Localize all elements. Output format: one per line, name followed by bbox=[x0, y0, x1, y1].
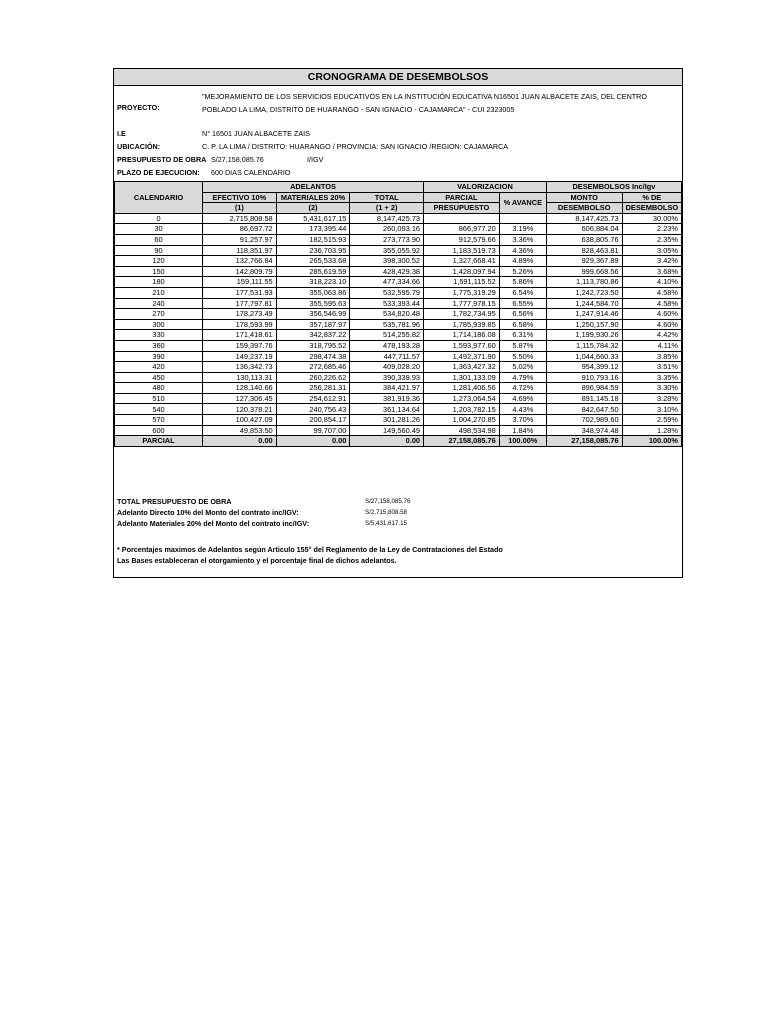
table-row bbox=[115, 393, 682, 404]
table-cell: 6.31% bbox=[499, 330, 546, 341]
table-cell: 128,140.66 bbox=[203, 383, 277, 394]
table-cell: 3.28% bbox=[622, 393, 681, 404]
table-cell: 896,984.59 bbox=[546, 383, 622, 394]
table-cell: 86,697.72 bbox=[203, 224, 277, 235]
ubicacion-value: C. P. LA LIMA / DISTRITO: HUARANGO / PROVINCIA: SAN IGNACIO /REGION: CAJAMARCA bbox=[202, 142, 509, 151]
table-cell: 2.35% bbox=[622, 234, 681, 245]
table-cell: 447,711.57 bbox=[350, 351, 424, 362]
table-cell: 866,977.20 bbox=[424, 224, 500, 235]
note-line: Las Bases estableceran el otorgamiento y el porcentaje final de dichos adelantos. bbox=[117, 556, 397, 565]
table-cell: 49,853.50 bbox=[203, 425, 277, 436]
table-cell: 265,533.68 bbox=[276, 256, 350, 267]
table-cell: 1,199,930.26 bbox=[546, 330, 622, 341]
schedule-table bbox=[114, 181, 682, 447]
header-adelantos: ADELANTOS bbox=[203, 182, 424, 193]
table-cell: 600 bbox=[115, 425, 203, 436]
table-cell: 477,334.66 bbox=[350, 277, 424, 288]
table-cell: 3.30% bbox=[622, 383, 681, 394]
table-cell: 356,546.99 bbox=[276, 309, 350, 320]
table-row bbox=[115, 330, 682, 341]
table-cell: 180 bbox=[115, 277, 203, 288]
table-cell: 4.10% bbox=[622, 277, 681, 288]
table-cell: 4.72% bbox=[499, 383, 546, 394]
table-cell: 3.85% bbox=[622, 351, 681, 362]
total-value: S/27,158,085.76 bbox=[365, 498, 411, 505]
table-cell: 480 bbox=[115, 383, 203, 394]
header-monto-sub: DESEMBOLSO bbox=[546, 203, 622, 214]
header-total: TOTAL bbox=[350, 192, 424, 203]
table-cell: 1.84% bbox=[499, 425, 546, 436]
table-cell: 1,363,427.32 bbox=[424, 362, 500, 373]
table-cell: 60 bbox=[115, 234, 203, 245]
table-row bbox=[115, 245, 682, 256]
table-row bbox=[115, 224, 682, 235]
table-row bbox=[115, 404, 682, 415]
table-row bbox=[115, 319, 682, 330]
table-cell: 100.00% bbox=[622, 436, 681, 447]
table-cell: 498,534.98 bbox=[424, 425, 500, 436]
table-cell: 272,685.46 bbox=[276, 362, 350, 373]
table-cell: 606,884.04 bbox=[546, 224, 622, 235]
table-cell: 357,187.97 bbox=[276, 319, 350, 330]
table-cell: 171,418.61 bbox=[203, 330, 277, 341]
table-cell: 4.58% bbox=[622, 287, 681, 298]
table-cell: 1,593,977.60 bbox=[424, 340, 500, 351]
table-cell: 159,111.55 bbox=[203, 277, 277, 288]
table-cell: 409,028.20 bbox=[350, 362, 424, 373]
total-row bbox=[117, 496, 677, 507]
table-row bbox=[115, 234, 682, 245]
notes-block bbox=[117, 544, 677, 566]
table-cell: 638,805.76 bbox=[546, 234, 622, 245]
table-cell: 120 bbox=[115, 256, 203, 267]
total-label: Adelanto Materiales 20% del Monto del contrato inc/IGV: bbox=[117, 519, 310, 528]
table-cell: 1,250,157.90 bbox=[546, 319, 622, 330]
table-cell: 1,247,914.46 bbox=[546, 309, 622, 320]
table-cell: 173,395.44 bbox=[276, 224, 350, 235]
table-cell: 3.10% bbox=[622, 404, 681, 415]
table-cell: 5,431,617.15 bbox=[276, 213, 350, 224]
table-row bbox=[115, 415, 682, 426]
table-cell: 90 bbox=[115, 245, 203, 256]
table-row bbox=[115, 425, 682, 436]
presupuesto-label: PRESUPUESTO DE OBRA bbox=[117, 155, 207, 164]
table-cell: 3.36% bbox=[499, 234, 546, 245]
table-cell: 177,797.81 bbox=[203, 298, 277, 309]
table-cell: 300 bbox=[115, 319, 203, 330]
table-cell: 1,492,371.90 bbox=[424, 351, 500, 362]
table-cell: 1,782,734.95 bbox=[424, 309, 500, 320]
header-parcial-sub: PRESUPUESTO bbox=[424, 203, 500, 214]
table-cell: 428,429.38 bbox=[350, 266, 424, 277]
table-cell: 2.59% bbox=[622, 415, 681, 426]
plazo-value: 600 DIAS CALENDARIO bbox=[211, 168, 291, 177]
table-cell: 535,781.96 bbox=[350, 319, 424, 330]
ie-label: I.E bbox=[117, 129, 126, 138]
ie-value: N° 16501 JUAN ALBACETE ZAIS bbox=[202, 129, 310, 138]
table-cell: 3.42% bbox=[622, 256, 681, 267]
table-cell: 1,183,519.73 bbox=[424, 245, 500, 256]
table-cell: 534,820.48 bbox=[350, 309, 424, 320]
table-cell: 540 bbox=[115, 404, 203, 415]
table-cell: 4.60% bbox=[622, 309, 681, 320]
table-cell: 2.23% bbox=[622, 224, 681, 235]
table-cell: 1,242,723.50 bbox=[546, 287, 622, 298]
table-cell: 828,463.81 bbox=[546, 245, 622, 256]
table-cell: 30 bbox=[115, 224, 203, 235]
table-cell: 361,134.64 bbox=[350, 404, 424, 415]
table-cell: 910,793.16 bbox=[546, 372, 622, 383]
table-cell: 142,809.79 bbox=[203, 266, 277, 277]
header-efectivo-sub: (1) bbox=[203, 203, 277, 214]
presupuesto-value: S/27,158,085.76 bbox=[211, 155, 264, 164]
total-row bbox=[117, 518, 677, 529]
table-cell: 285,619.59 bbox=[276, 266, 350, 277]
table-cell: 182,515.93 bbox=[276, 234, 350, 245]
table-cell: 1,281,406.56 bbox=[424, 383, 500, 394]
table-cell: 236,703.95 bbox=[276, 245, 350, 256]
table-cell: 1,327,668.41 bbox=[424, 256, 500, 267]
table-cell: 8,147,425.73 bbox=[350, 213, 424, 224]
table-cell: 6.58% bbox=[499, 319, 546, 330]
note-line: * Porcentajes maximos de Adelantos según Articulo 155° del Reglamento de la Ley de Contrataciones del Estado bbox=[117, 545, 503, 554]
table-cell: 120,378.21 bbox=[203, 404, 277, 415]
table-cell: 150 bbox=[115, 266, 203, 277]
table-cell: 342,837.22 bbox=[276, 330, 350, 341]
table-cell: 390,339.93 bbox=[350, 372, 424, 383]
table-cell: 132,766.84 bbox=[203, 256, 277, 267]
table-cell: 3.51% bbox=[622, 362, 681, 373]
parcial-row bbox=[115, 436, 682, 447]
table-cell: 130,113.31 bbox=[203, 372, 277, 383]
table-cell: 355,063.86 bbox=[276, 287, 350, 298]
table-cell: 390 bbox=[115, 351, 203, 362]
table-cell: 929,367.89 bbox=[546, 256, 622, 267]
table-cell: 4.58% bbox=[622, 298, 681, 309]
proyecto-label: PROYECTO: bbox=[117, 103, 160, 112]
header-avance: % AVANCE bbox=[499, 192, 546, 213]
table-cell: 1,775,319.29 bbox=[424, 287, 500, 298]
header-materiales-sub: (2) bbox=[276, 203, 350, 214]
table-cell bbox=[499, 213, 546, 224]
table-cell: 30.00% bbox=[622, 213, 681, 224]
table-cell: 5.26% bbox=[499, 266, 546, 277]
table-cell bbox=[424, 213, 500, 224]
table-row bbox=[115, 351, 682, 362]
table-cell: 532,595.79 bbox=[350, 287, 424, 298]
table-cell: PARCIAL bbox=[115, 436, 203, 447]
table-cell: 99,707.00 bbox=[276, 425, 350, 436]
table-cell: 360 bbox=[115, 340, 203, 351]
table-cell: 842,647.50 bbox=[546, 404, 622, 415]
table-cell: 318,795.52 bbox=[276, 340, 350, 351]
table-cell: 3.35% bbox=[622, 372, 681, 383]
table-cell: 1,714,186.08 bbox=[424, 330, 500, 341]
table-cell: 4.89% bbox=[499, 256, 546, 267]
table-cell: 4.36% bbox=[499, 245, 546, 256]
header-desembolsos: DESEMBOLSOS Inc/Igv bbox=[546, 182, 681, 193]
table-cell: 149,237.19 bbox=[203, 351, 277, 362]
table-cell: 3.70% bbox=[499, 415, 546, 426]
table-cell: 178,593.99 bbox=[203, 319, 277, 330]
table-cell: 1,044,660.33 bbox=[546, 351, 622, 362]
table-cell: 4.11% bbox=[622, 340, 681, 351]
table-cell: 4.69% bbox=[499, 393, 546, 404]
total-label: Adelanto Directo 10% del Monto del contrato inc/IGV: bbox=[117, 508, 299, 517]
table-cell: 1,785,939.85 bbox=[424, 319, 500, 330]
total-label: TOTAL PRESUPUESTO DE OBRA bbox=[117, 497, 232, 506]
table-cell: 5.02% bbox=[499, 362, 546, 373]
table-cell: 118,351.97 bbox=[203, 245, 277, 256]
table-cell: 891,145.18 bbox=[546, 393, 622, 404]
table-cell: 3.68% bbox=[622, 266, 681, 277]
table-cell: 355,055.92 bbox=[350, 245, 424, 256]
table-cell: 1,203,782.15 bbox=[424, 404, 500, 415]
header-pct-sub: DESEMBOLSO bbox=[622, 203, 681, 214]
plazo-label: PLAZO DE EJECUCION: bbox=[117, 168, 200, 177]
table-cell: 1,244,584.70 bbox=[546, 298, 622, 309]
table-row bbox=[115, 256, 682, 267]
table-cell: 1,113,780.86 bbox=[546, 277, 622, 288]
table-cell: 999,668.56 bbox=[546, 266, 622, 277]
table-cell: 8,147,425.73 bbox=[546, 213, 622, 224]
table-cell: 3.05% bbox=[622, 245, 681, 256]
table-cell: 159,397.76 bbox=[203, 340, 277, 351]
table-cell: 1,273,064.54 bbox=[424, 393, 500, 404]
header-monto: MONTO bbox=[546, 192, 622, 203]
table-cell: 355,595.63 bbox=[276, 298, 350, 309]
table-cell: 178,273.49 bbox=[203, 309, 277, 320]
table-cell: 450 bbox=[115, 372, 203, 383]
sheet-title: CRONOGRAMA DE DESEMBOLSOS bbox=[114, 69, 682, 86]
table-cell: 0.00 bbox=[276, 436, 350, 447]
table-cell: 4.42% bbox=[622, 330, 681, 341]
table-cell: 6.56% bbox=[499, 309, 546, 320]
table-cell: 1,777,978.15 bbox=[424, 298, 500, 309]
table-cell: 5.87% bbox=[499, 340, 546, 351]
total-value: S/2,715,808.58 bbox=[365, 509, 407, 516]
table-cell: 0.00 bbox=[203, 436, 277, 447]
table-cell: 6.55% bbox=[499, 298, 546, 309]
table-row bbox=[115, 266, 682, 277]
table-cell: 570 bbox=[115, 415, 203, 426]
table-cell: 1,591,115.52 bbox=[424, 277, 500, 288]
table-row bbox=[115, 298, 682, 309]
table-cell: 1,004,270.85 bbox=[424, 415, 500, 426]
table-cell: 298,474.38 bbox=[276, 351, 350, 362]
table-cell: 4.60% bbox=[622, 319, 681, 330]
table-cell: 270 bbox=[115, 309, 203, 320]
proyecto-line-2: POBLADO LA LIMA, DISTRITO DE HUARANGO - SAN IGNACIO - CAJAMARCA" - CUI 2323005 bbox=[202, 105, 515, 114]
table-row bbox=[115, 287, 682, 298]
table-cell: 0.00 bbox=[350, 436, 424, 447]
table-row bbox=[115, 372, 682, 383]
header-valorizacion: VALORIZACION bbox=[424, 182, 547, 193]
table-cell: 240 bbox=[115, 298, 203, 309]
table-row bbox=[115, 340, 682, 351]
table-cell: 1.28% bbox=[622, 425, 681, 436]
table-row bbox=[115, 362, 682, 373]
table-row bbox=[115, 213, 682, 224]
header-efectivo: EFECTIVO 10% bbox=[203, 192, 277, 203]
table-cell: 348,974.48 bbox=[546, 425, 622, 436]
table-cell: 136,342.73 bbox=[203, 362, 277, 373]
table-cell: 177,531.93 bbox=[203, 287, 277, 298]
table-cell: 912,579.66 bbox=[424, 234, 500, 245]
table-cell: 260,226.62 bbox=[276, 372, 350, 383]
table-row bbox=[115, 309, 682, 320]
table-cell: 4.43% bbox=[499, 404, 546, 415]
table-cell: 6.54% bbox=[499, 287, 546, 298]
table-cell: 100.00% bbox=[499, 436, 546, 447]
header-calendario: CALENDARIO bbox=[115, 182, 203, 214]
table-cell: 514,255.82 bbox=[350, 330, 424, 341]
totals-block bbox=[117, 496, 677, 529]
table-cell: 27,158,085.76 bbox=[546, 436, 622, 447]
table-cell: 273,773.90 bbox=[350, 234, 424, 245]
table-cell: 256,281.31 bbox=[276, 383, 350, 394]
table-cell: 3.19% bbox=[499, 224, 546, 235]
table-cell: 0 bbox=[115, 213, 203, 224]
table-row bbox=[115, 383, 682, 394]
table-cell: 420 bbox=[115, 362, 203, 373]
total-row bbox=[117, 507, 677, 518]
proyecto-line-1: "MEJORAMIENTO DE LOS SERVICIOS EDUCATIVOS EN LA INSTITUCIÓN EDUCATIVA N16501 JUAN ALBACETE ZAIS, DEL CENTRO bbox=[202, 92, 647, 101]
table-cell: 1,428,097.94 bbox=[424, 266, 500, 277]
disbursement-schedule-sheet bbox=[113, 68, 683, 578]
table-cell: 210 bbox=[115, 287, 203, 298]
ubicacion-label: UBICACIÓN: bbox=[117, 142, 161, 151]
table-cell: 5.50% bbox=[499, 351, 546, 362]
table-cell: 2,715,808.58 bbox=[203, 213, 277, 224]
table-cell: 533,393.44 bbox=[350, 298, 424, 309]
header-parcial: PARCIAL bbox=[424, 192, 500, 203]
table-cell: 1,301,133.09 bbox=[424, 372, 500, 383]
presupuesto-igv: I/IGV bbox=[307, 155, 324, 164]
table-cell: 200,854.17 bbox=[276, 415, 350, 426]
table-cell: 127,306.45 bbox=[203, 393, 277, 404]
table-cell: 301,281.26 bbox=[350, 415, 424, 426]
table-cell: 1,115,784.32 bbox=[546, 340, 622, 351]
table-row bbox=[115, 277, 682, 288]
table-cell: 330 bbox=[115, 330, 203, 341]
header-total-sub: (1 + 2) bbox=[350, 203, 424, 214]
table-cell: 260,093.16 bbox=[350, 224, 424, 235]
table-cell: 384,421.97 bbox=[350, 383, 424, 394]
table-cell: 240,756.43 bbox=[276, 404, 350, 415]
table-cell: 318,223.10 bbox=[276, 277, 350, 288]
table-cell: 149,560.49 bbox=[350, 425, 424, 436]
table-cell: 5.86% bbox=[499, 277, 546, 288]
header-materiales: MATERIALES 20% bbox=[276, 192, 350, 203]
table-cell: 478,193.28 bbox=[350, 340, 424, 351]
table-cell: 4.79% bbox=[499, 372, 546, 383]
total-value: S/5,431,617.15 bbox=[365, 520, 407, 527]
table-cell: 398,300.52 bbox=[350, 256, 424, 267]
table-cell: 510 bbox=[115, 393, 203, 404]
table-cell: 954,399.12 bbox=[546, 362, 622, 373]
header-pct: % DE bbox=[622, 192, 681, 203]
table-cell: 254,612.91 bbox=[276, 393, 350, 404]
table-cell: 91,257.97 bbox=[203, 234, 277, 245]
table-cell: 27,158,085.76 bbox=[424, 436, 500, 447]
table-cell: 100,427.09 bbox=[203, 415, 277, 426]
table-cell: 702,989.60 bbox=[546, 415, 622, 426]
table-cell: 381,919.36 bbox=[350, 393, 424, 404]
